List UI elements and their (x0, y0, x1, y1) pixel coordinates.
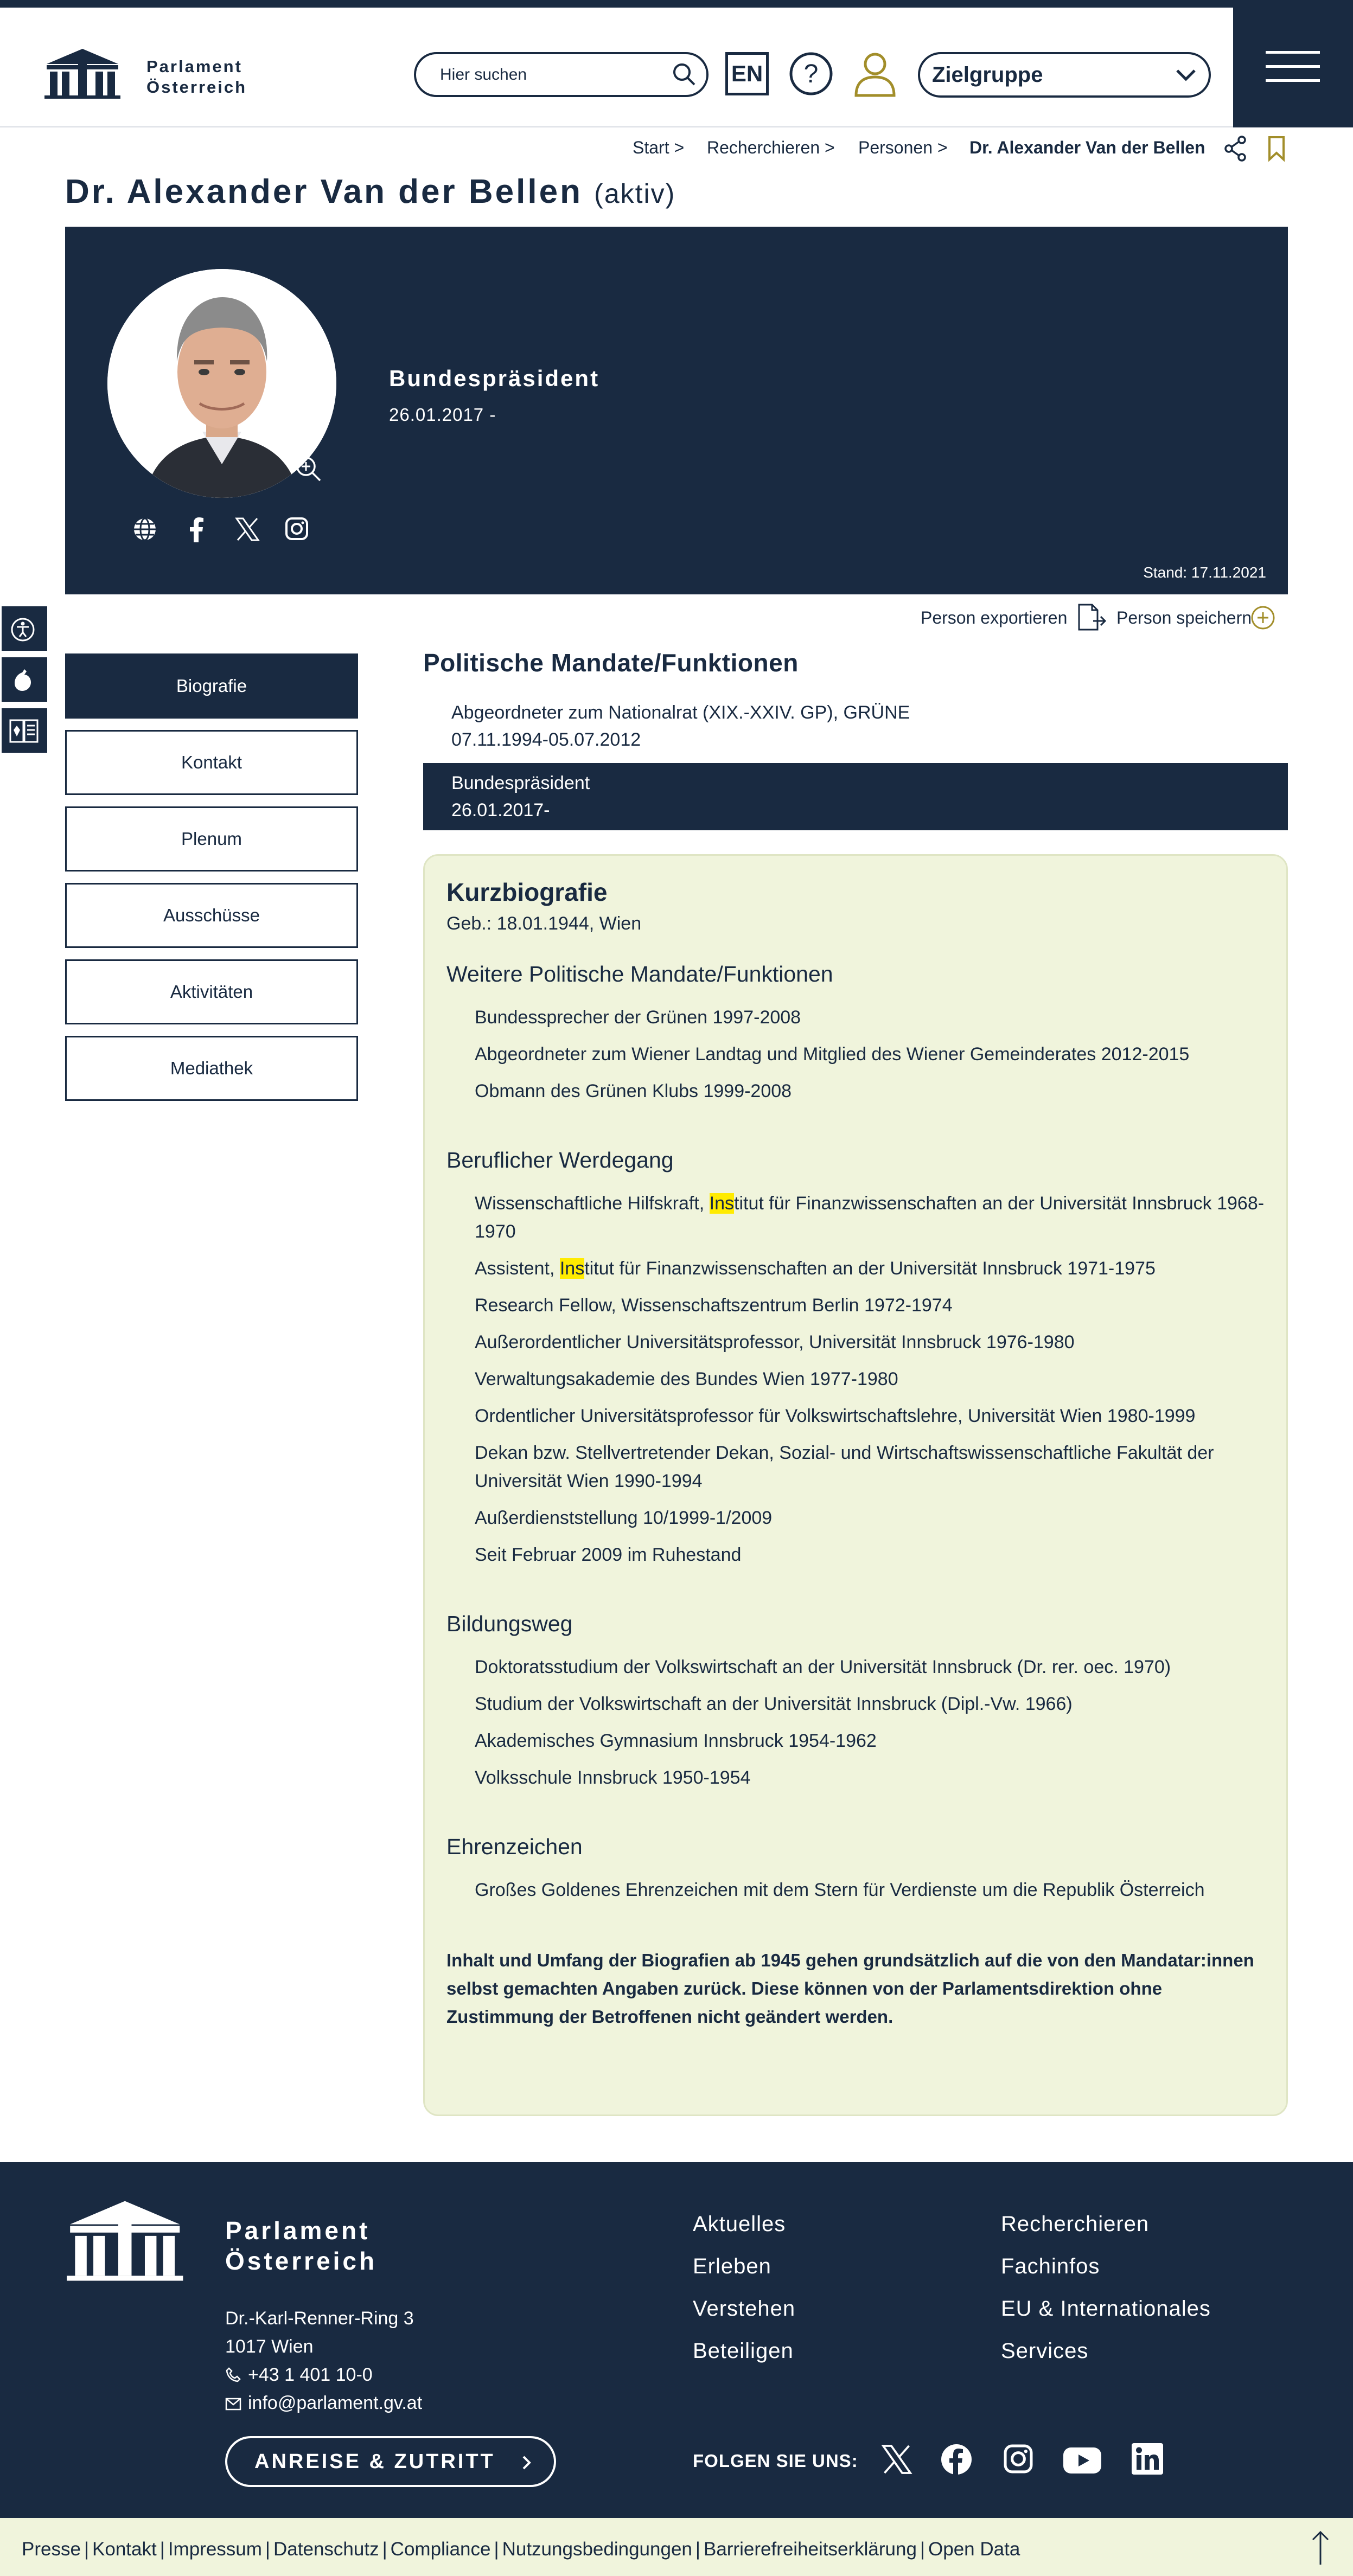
top-stripe (0, 0, 1353, 8)
bio-sections (446, 962, 1265, 1904)
search-highlight: Ins (709, 1193, 735, 1214)
instagram-icon[interactable] (1003, 2443, 1034, 2475)
search-highlight: Ins (559, 1258, 585, 1279)
bio-section-list (475, 1003, 1265, 1105)
legal-link-open-data[interactable]: Open Data (928, 2539, 1020, 2560)
person-role: Bundespräsident (389, 366, 600, 391)
breadcrumb-current: Dr. Alexander Van der Bellen (969, 138, 1205, 157)
breadcrumb-personen[interactable]: Personen > (858, 138, 948, 157)
link-separator: | (84, 2539, 90, 2560)
bio-list-item: Bundessprecher der Grünen 1997-2008 (475, 1007, 801, 1028)
footer-title-line2: Österreich (225, 2247, 378, 2275)
audience-select[interactable] (918, 52, 1211, 98)
bio-list-item: Volksschule Innsbruck 1950-1954 (475, 1767, 751, 1788)
link-separator: | (494, 2539, 499, 2560)
link-separator: | (159, 2539, 165, 2560)
legal-link-barrierefreiheitserkl-rung[interactable]: Barrierefreiheitserklärung (703, 2539, 917, 2560)
website-globe-icon[interactable] (132, 516, 158, 542)
sign-language-button[interactable] (0, 656, 49, 703)
bio-list-item: Seit Februar 2009 im Ruhestand (475, 1545, 742, 1565)
follow-us-label: FOLGEN SIE UNS: (693, 2451, 858, 2471)
link-separator: | (920, 2539, 926, 2560)
share-icon[interactable] (1223, 136, 1248, 162)
hamburger-icon-line (1266, 79, 1320, 82)
person-actions (0, 604, 1353, 631)
birth-info: Geb.: 18.01.1944, Wien (446, 913, 642, 934)
svg-text:?: ? (803, 60, 819, 88)
site-footer (0, 2162, 1353, 2518)
sidebar-item-aktivitaeten[interactable]: Aktivitäten (65, 959, 358, 1024)
facebook-icon[interactable] (940, 2443, 973, 2476)
link-separator: | (382, 2539, 387, 2560)
person-sidebar (65, 653, 358, 1112)
easy-language-icon (9, 718, 40, 745)
breadcrumb (0, 136, 1353, 163)
footer-link-verstehen[interactable]: Verstehen (693, 2297, 796, 2321)
sidebar-item-plenum[interactable]: Plenum (65, 806, 358, 872)
bio-section-list (475, 1189, 1265, 1569)
phone-icon (225, 2367, 241, 2383)
mandates-section (423, 648, 1288, 830)
bio-list-item: Research Fellow, Wissenschaftszentrum Berlin 1972-1974 (475, 1295, 953, 1316)
footer-address (225, 2304, 422, 2417)
export-file-icon[interactable] (1077, 604, 1107, 631)
bio-heading: Kurzbiografie (446, 878, 608, 906)
language-switch-button[interactable]: EN (725, 52, 769, 95)
logo-text-line2: Österreich (146, 78, 247, 97)
logo-text-line1: Parlament (146, 57, 242, 76)
link-separator: | (695, 2539, 700, 2560)
audience-select-label: Zielgruppe (932, 63, 1043, 87)
parliament-logo-icon (43, 46, 122, 100)
mandate-title: Bundespräsident (451, 773, 590, 793)
sidebar-item-kontakt[interactable]: Kontakt (65, 730, 358, 795)
bio-list-item: Studium der Volkswirtschaft an der Universität Innsbruck (Dipl.-Vw. 1966) (475, 1694, 1073, 1714)
bio-list-item: Verwaltungsakademie des Bundes Wien 1977-1980 (475, 1369, 898, 1389)
bio-section-title: Bildungsweg (446, 1611, 573, 1636)
address-street: Dr.-Karl-Renner-Ring 3 (225, 2308, 414, 2329)
linkedin-icon[interactable] (1132, 2443, 1163, 2475)
bio-section-list (475, 1653, 1265, 1792)
person-name: Dr. Alexander Van der Bellen (65, 173, 583, 210)
bio-section-title: Beruflicher Werdegang (446, 1148, 674, 1172)
zoom-in-icon[interactable] (294, 454, 322, 483)
address-city: 1017 Wien (225, 2336, 314, 2357)
export-person-label[interactable]: Person exportieren (921, 608, 1068, 627)
footer-link-erleben[interactable]: Erleben (693, 2254, 771, 2278)
bio-list-item: Ordentlicher Universitätsprofessor für Volkswirtschaftslehre, Universität Wien 1980-1999 (475, 1406, 1196, 1426)
bio-list-item: Wissenschaftliche Hilfskraft, Institut für Finanzwissenschaften an der Universität Innsbruck 1968-1970 (475, 1193, 1265, 1242)
legal-link-presse[interactable]: Presse (22, 2539, 81, 2560)
footer-link-services[interactable]: Services (1001, 2339, 1089, 2363)
search-icon[interactable] (672, 62, 697, 87)
breadcrumb-recherchieren[interactable]: Recherchieren > (707, 138, 835, 157)
parliament-logo[interactable] (43, 40, 250, 105)
footer-link-eu-internationales[interactable]: EU & Internationales (1001, 2297, 1211, 2321)
save-person-label[interactable]: Person speichern (1116, 608, 1252, 627)
bio-section-list (475, 1876, 1265, 1904)
site-header (0, 8, 1353, 127)
chevron-right-icon (521, 2455, 532, 2471)
bio-list-item: Obmann des Grünen Klubs 1999-2008 (475, 1081, 792, 1101)
anreise-zutritt-button[interactable] (225, 2436, 556, 2487)
bio-list-item: Dekan bzw. Stellvertretender Dekan, Sozial- und Wirtschaftswissenschaftliche Fakultät der Universität Wien 1990-1994 (475, 1443, 1214, 1491)
x-twitter-icon[interactable] (234, 516, 260, 542)
legal-link-nutzungsbedingungen[interactable]: Nutzungsbedingungen (502, 2539, 692, 2560)
sidebar-item-biografie[interactable]: Biografie (65, 653, 358, 719)
footer-link-aktuelles[interactable]: Aktuelles (693, 2212, 786, 2236)
footer-link-fachinfos[interactable]: Fachinfos (1001, 2254, 1100, 2278)
mandate-title: Abgeordneter zum Nationalrat (XIX.-XXIV. GP), GRÜNE (451, 702, 910, 723)
link-separator: | (265, 2539, 271, 2560)
anreise-label: ANREISE & ZUTRITT (254, 2450, 495, 2473)
mail-icon (225, 2398, 241, 2411)
menu-button[interactable] (1233, 8, 1353, 127)
bio-list-item: Großes Goldenes Ehrenzeichen mit dem Stern für Verdienste um die Republik Österreich (475, 1880, 1205, 1900)
back-to-top-arrow-icon[interactable] (1310, 2529, 1331, 2567)
phone-link[interactable]: +43 1 401 10-0 (248, 2364, 373, 2385)
youtube-icon[interactable] (1063, 2447, 1101, 2474)
bio-list-item: Assistent, Institut für Finanzwissenschaften an der Universität Innsbruck 1971-1975 (475, 1258, 1156, 1279)
person-hero (65, 227, 1288, 594)
role-since: 26.01.2017 - (389, 405, 496, 425)
footer-link-beteiligen[interactable]: Beteiligen (693, 2339, 794, 2363)
user-account-icon[interactable] (852, 50, 898, 98)
mandate-item[interactable] (423, 693, 1288, 760)
help-icon[interactable] (788, 51, 834, 97)
bookmark-icon[interactable] (1267, 136, 1286, 162)
bio-list-item: Abgeordneter zum Wiener Landtag und Mitglied des Wiener Gemeinderates 2012-2015 (475, 1044, 1190, 1065)
bio-list-item: Außerdienststellung 10/1999-1/2009 (475, 1508, 773, 1528)
person-status: (aktiv) (594, 178, 676, 209)
bio-list-item: Doktoratsstudium der Volkswirtschaft an der Universität Innsbruck (Dr. rer. oec. 1970) (475, 1657, 1171, 1677)
add-circle-icon[interactable] (1250, 605, 1276, 631)
mandate-period: 26.01.2017- (451, 800, 550, 821)
short-biography (423, 854, 1288, 2116)
legal-link-kontakt[interactable]: Kontakt (92, 2539, 157, 2560)
facebook-icon[interactable] (186, 516, 207, 542)
sidebar-item-ausschuesse[interactable]: Ausschüsse (65, 883, 358, 948)
footer-title-line1: Parlament (225, 2216, 371, 2245)
page-title (65, 172, 675, 211)
footer-logo-icon[interactable] (65, 2196, 186, 2283)
bio-section-title: Weitere Politische Mandate/Funktionen (446, 962, 833, 986)
mandate-period: 07.11.1994-05.07.2012 (451, 729, 641, 750)
easy-language-button[interactable] (0, 707, 49, 754)
email-link[interactable]: info@parlament.gv.at (248, 2393, 423, 2413)
search-input[interactable] (440, 64, 657, 86)
stand-date: Stand: 17.11.2021 (1143, 564, 1266, 581)
mandate-item-active[interactable] (423, 763, 1288, 830)
bottom-bar (0, 2518, 1353, 2576)
bio-list-item: Außerordentlicher Universitätsprofessor, Universität Innsbruck 1976-1980 (475, 1332, 1075, 1353)
bio-section-title: Ehrenzeichen (446, 1834, 583, 1859)
chevron-down-icon (1175, 67, 1197, 82)
legal-link-datenschutz[interactable]: Datenschutz (273, 2539, 379, 2560)
mandates-heading: Politische Mandate/Funktionen (423, 649, 799, 677)
footer-link-recherchieren[interactable]: Recherchieren (1001, 2212, 1150, 2236)
sign-language-icon (9, 667, 36, 694)
bio-disclaimer: Inhalt und Umfang der Biografien ab 1945 gehen grundsätzlich auf die von den Mandatar:innen selbst gemachten Angaben zurück. Diese können von der Parlamentsdirektion ohne Zustimmung der Betroffenen nicht geändert werden. (446, 1950, 1254, 2027)
sidebar-item-mediathek[interactable]: Mediathek (65, 1036, 358, 1101)
instagram-icon[interactable] (284, 516, 309, 541)
x-twitter-icon[interactable] (880, 2443, 913, 2476)
legal-link-impressum[interactable]: Impressum (168, 2539, 262, 2560)
breadcrumb-start[interactable]: Start > (633, 138, 685, 157)
search-box[interactable] (414, 52, 709, 97)
hamburger-icon (1266, 51, 1320, 54)
legal-link-compliance[interactable]: Compliance (390, 2539, 491, 2560)
bio-list-item: Akademisches Gymnasium Innsbruck 1954-1962 (475, 1731, 877, 1751)
hamburger-icon-line (1266, 65, 1320, 68)
legal-links (22, 2539, 1023, 2560)
